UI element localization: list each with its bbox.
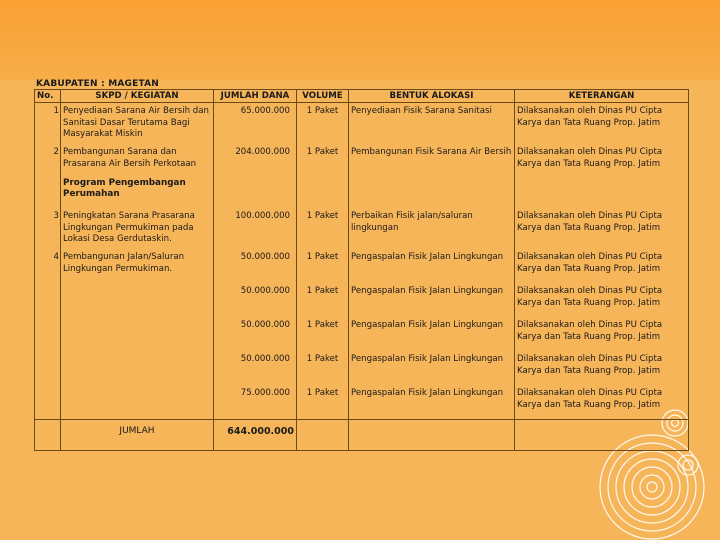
row-volume: 1 Paket: [297, 208, 349, 249]
row-keterangan: Dilaksanakan oleh Dinas PU Cipta Karya dan Tata Ruang Prop. Jatim: [515, 317, 689, 351]
table-row: [35, 249, 689, 283]
table-row: [35, 103, 689, 145]
row-kegiatan: [61, 317, 214, 351]
row-bentuk: Pengaspalan Fisik Jalan Lingkungan: [349, 283, 515, 317]
row-kegiatan: Pembangunan Jalan/Saluran Lingkungan Permukiman.: [61, 249, 214, 283]
row-volume: 1 Paket: [297, 144, 349, 178]
table-row: [35, 144, 689, 178]
row-kegiatan: [61, 351, 214, 385]
col-header-keterangan: KETERANGAN: [515, 90, 689, 103]
row-bentuk: Pembangunan Fisik Sarana Air Bersih: [349, 144, 515, 178]
row-no: [35, 351, 61, 385]
row-no: [35, 385, 61, 420]
col-header-no: No.: [35, 90, 61, 103]
row-dana: 50.000.000: [214, 317, 297, 351]
table-row: [35, 317, 689, 351]
table-row: [35, 208, 689, 249]
row-volume: 1 Paket: [297, 317, 349, 351]
table-row: [35, 283, 689, 317]
col-header-dana: JUMLAH DANA: [214, 90, 297, 103]
row-volume: 1 Paket: [297, 351, 349, 385]
row-dana: 75.000.000: [214, 385, 297, 420]
total-label: JUMLAH: [61, 420, 214, 451]
row-kegiatan: [61, 385, 214, 420]
row-kegiatan: [61, 283, 214, 317]
row-keterangan: Dilaksanakan oleh Dinas PU Cipta Karya dan Tata Ruang Prop. Jatim: [515, 103, 689, 145]
program-row: [35, 178, 689, 208]
row-bentuk: Pengaspalan Fisik Jalan Lingkungan: [349, 317, 515, 351]
row-keterangan: Dilaksanakan oleh Dinas PU Cipta Karya dan Tata Ruang Prop. Jatim: [515, 249, 689, 283]
kabupaten-label: KABUPATEN : MAGETAN: [36, 79, 160, 89]
total-value: 644.000.000: [214, 420, 297, 451]
row-bentuk: Pengaspalan Fisik Jalan Lingkungan: [349, 385, 515, 420]
row-kegiatan: Pembangunan Sarana dan Prasarana Air Bersih Perkotaan: [61, 144, 214, 178]
row-keterangan: Dilaksanakan oleh Dinas PU Cipta Karya dan Tata Ruang Prop. Jatim: [515, 385, 689, 420]
row-bentuk: Pengaspalan Fisik Jalan Lingkungan: [349, 351, 515, 385]
table-row: [35, 385, 689, 420]
row-dana: 65.000.000: [214, 103, 297, 145]
row-keterangan: Dilaksanakan oleh Dinas PU Cipta Karya dan Tata Ruang Prop. Jatim: [515, 208, 689, 249]
row-no: 1: [35, 103, 61, 145]
row-dana: 50.000.000: [214, 351, 297, 385]
row-bentuk: Penyediaan Fisik Sarana Sanitasi: [349, 103, 515, 145]
col-header-volume: VOLUME: [297, 90, 349, 103]
total-row: [35, 420, 689, 451]
row-bentuk: Pengaspalan Fisik Jalan Lingkungan: [349, 249, 515, 283]
row-volume: 1 Paket: [297, 283, 349, 317]
program-label: Program Pengembangan Perumahan: [61, 178, 214, 208]
row-kegiatan: Penyediaan Sarana Air Bersih dan Sanitasi Dasar Terutama Bagi Masyarakat Miskin: [61, 103, 214, 145]
row-dana: 50.000.000: [214, 249, 297, 283]
table-header-row: [35, 90, 689, 103]
row-no: 3: [35, 208, 61, 249]
row-no: [35, 283, 61, 317]
col-header-bentuk: BENTUK ALOKASI: [349, 90, 515, 103]
row-volume: 1 Paket: [297, 249, 349, 283]
row-keterangan: Dilaksanakan oleh Dinas PU Cipta Karya dan Tata Ruang Prop. Jatim: [515, 283, 689, 317]
header-band: [0, 0, 720, 80]
row-kegiatan: Peningkatan Sarana Prasarana Lingkungan Permukiman pada Lokasi Desa Gerdutaskin.: [61, 208, 214, 249]
row-no: [35, 317, 61, 351]
row-keterangan: Dilaksanakan oleh Dinas PU Cipta Karya dan Tata Ruang Prop. Jatim: [515, 351, 689, 385]
table-row: [35, 351, 689, 385]
col-header-skpd: SKPD / KEGIATAN: [61, 90, 214, 103]
budget-table: [34, 89, 689, 451]
row-dana: 204.000.000: [214, 144, 297, 178]
row-bentuk: Perbaikan Fisik jalan/saluran lingkungan: [349, 208, 515, 249]
row-no: 4: [35, 249, 61, 283]
row-keterangan: Dilaksanakan oleh Dinas PU Cipta Karya dan Tata Ruang Prop. Jatim: [515, 144, 689, 178]
row-dana: 100.000.000: [214, 208, 297, 249]
row-volume: 1 Paket: [297, 385, 349, 420]
row-volume: 1 Paket: [297, 103, 349, 145]
row-no: 2: [35, 144, 61, 178]
row-dana: 50.000.000: [214, 283, 297, 317]
